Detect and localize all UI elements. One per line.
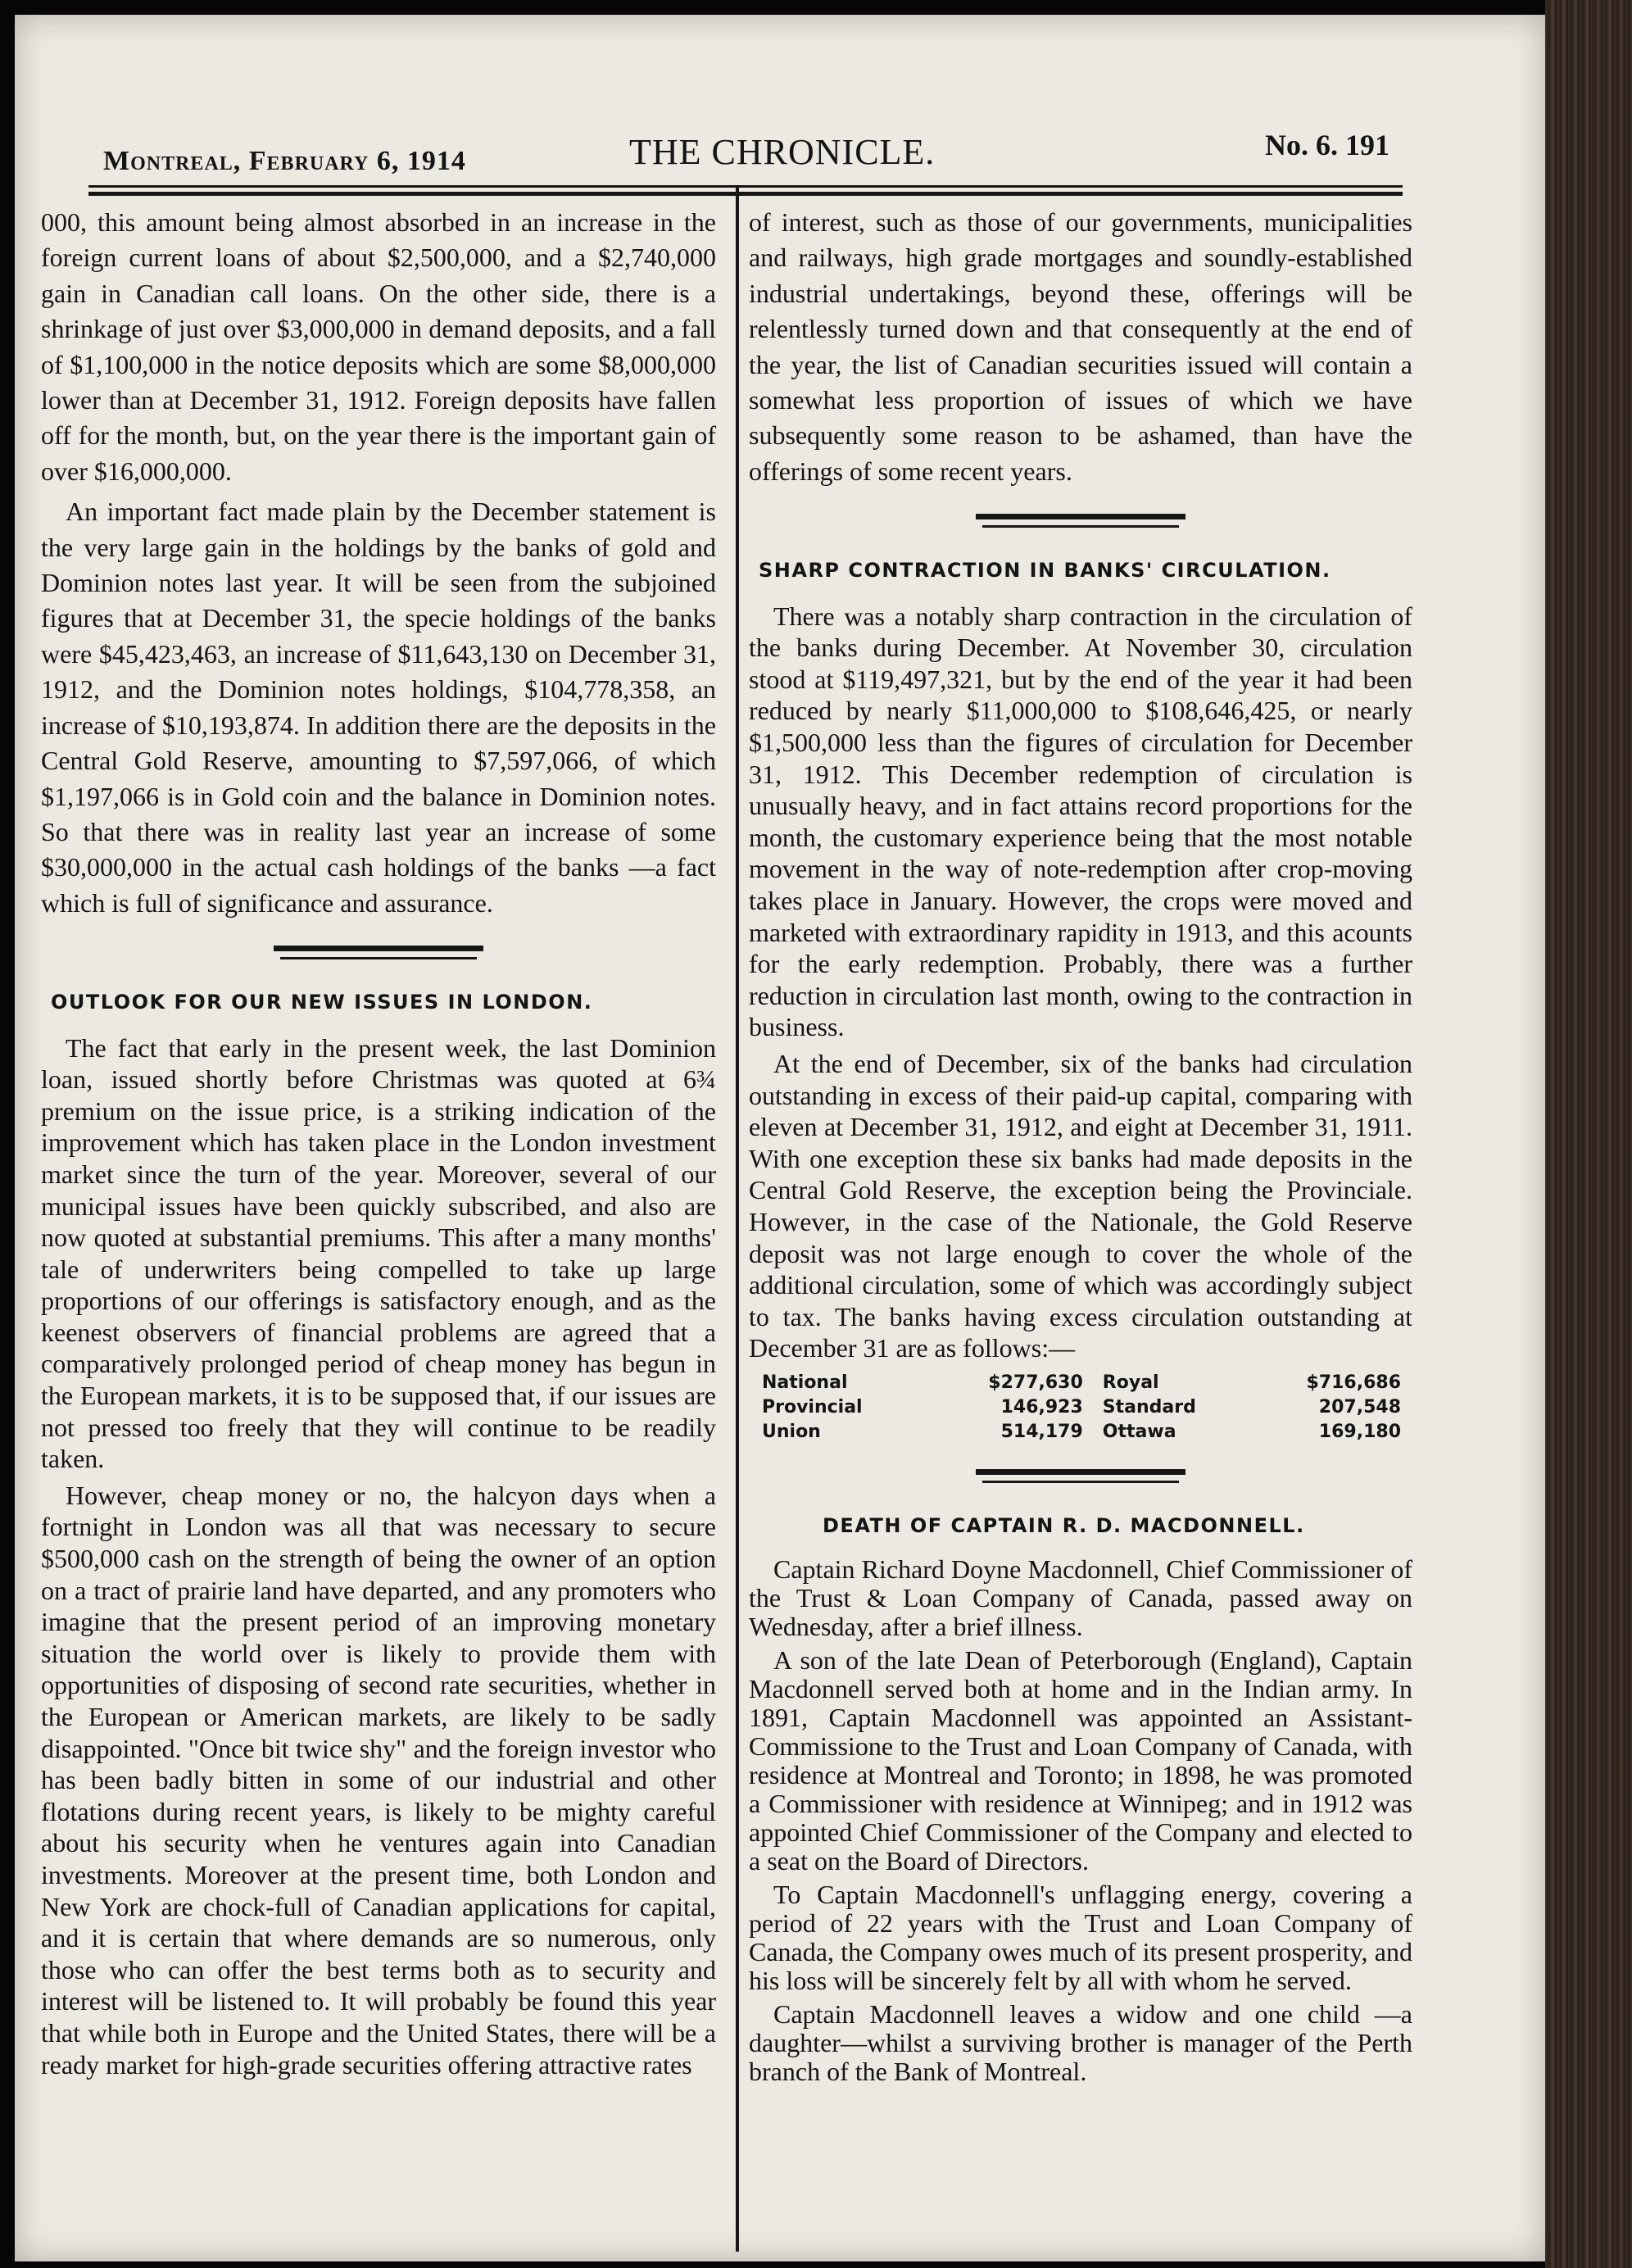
header-date: Montreal, February 6, 1914 — [103, 146, 466, 176]
bank-name: Royal — [1102, 1372, 1159, 1393]
section-separator — [749, 507, 1412, 540]
bank-value: $716,686 — [1306, 1372, 1401, 1393]
bank-value: $277,630 — [988, 1372, 1083, 1393]
header-rule-thick — [88, 192, 1403, 196]
table-row — [762, 1395, 1401, 1420]
bank-name: Union — [762, 1421, 821, 1442]
bank-name: Standard — [1102, 1396, 1196, 1418]
header-issue-number: No. 6. 191 — [1265, 129, 1389, 161]
bank-value: 146,923 — [1000, 1396, 1083, 1418]
circulation-table — [762, 1371, 1401, 1445]
left-column — [41, 205, 716, 2085]
right-paragraph-5: A son of the late Dean of Peterborough (England), Captain Macdonnell served both at home and in the Indian army. In 1891, Captain Macdonnell was appointed an Assistant-Commissione to the Trust and Loan Company of Canada, with residence at Montreal and Toronto; in 1898, he was promoted a Commissioner with residence at Winnipeg; and in 1912 was appointed Chief Commissioner of the Company and elected to a seat on the Board of Directors. — [749, 1645, 1412, 1876]
bank-name: Provincial — [762, 1396, 863, 1418]
left-paragraph-4: However, cheap money or no, the halcyon days when a fortnight in London was all that was necessary to secure $500,000 cash on the strength of being the owner of an option on a tract of prairie land have departed, and any promoters who imagine that the present period of an improving monetary situation the world over is likely to provide them with opportunities of disposing of second rate securities, whether in the European or American markets, are likely to be sadly disappointed. "Once bit twice shy" and the foreign investor who has been badly bitten in some of our industrial and other flotations during recent years, is likely to be mighty careful about his security when he ventures again into Canadian investments. Moreover at the present time, both London and New York are chock-full of Canadian applications for capital, and it is certain that where demands are so numerous, only those who can offer the best terms both as to security and interest will be listened to. It will probably be found this year that while both in Europe and the United States, there will be a ready market for high-grade securities offering attractive rates — [41, 1480, 716, 2080]
bank-value: 207,548 — [1318, 1396, 1401, 1418]
section-title-death: DEATH OF CAPTAIN R. D. MACDONNELL. — [823, 1513, 1305, 1537]
right-article-obituary — [749, 1555, 1412, 2086]
right-paragraph-6: To Captain Macdonnell's unflagging energy, covering a period of 22 years with the Trust and Loan Company of Canada, the Company owes much of its present prosperity, and his loss will be sincerely felt by all with whom he served. — [749, 1880, 1412, 1996]
left-paragraph-1: 000, this amount being almost absorbed in an increase in the foreign current loans of about $2,500,000, and a $2,740,000 gain in Canadian call loans. On the other side, there is a shrinkage of just over $3,000,000 in demand deposits, and a fall of $1,100,000 in the notice deposits which are some $8,000,000 lower than at December 31, 1912. Foreign deposits have fallen off for the month, but, on the year there is the important gain of over $16,000,000. — [41, 207, 716, 486]
header-title: THE CHRONICLE. — [629, 132, 936, 172]
left-paragraph-3: The fact that early in the present week, the last Dominion loan, issued shortly before Christmas was quoted at 6¾ premium on the issue price, is a striking indication of the improvement which has taken place in the London investment market since the turn of the year. Moreover, several of our municipal issues have been quickly subscribed, and also are now quoted at substantial premiums. This after a many months' tale of underwriters being compelled to take up large proportions of our offerings is satisfactory enough, and as the keenest observers of financial problems are agreed that a comparatively prolonged period of cheap money has begun in the European markets, it is to be supposed that, if our issues are not pressed too freely that they will continue to be readily taken. — [41, 1032, 716, 1474]
bank-name: Ottawa — [1102, 1421, 1176, 1442]
table-row — [762, 1420, 1401, 1445]
section-separator — [41, 939, 716, 972]
section-separator — [749, 1463, 1412, 1495]
left-article-body — [41, 1032, 716, 2081]
section-title-circulation: SHARP CONTRACTION IN BANKS' CIRCULATION. — [759, 559, 1331, 583]
bank-value: 169,180 — [1318, 1421, 1401, 1442]
table-row — [762, 1371, 1401, 1395]
bank-name: National — [762, 1372, 848, 1393]
right-paragraph-4: Captain Richard Doyne Macdonnell, Chief Commissioner of the Trust & Loan Company of Canada, passed away on Wednesday, after a brief illness. — [749, 1554, 1412, 1642]
right-paragraph-1: of interest, such as those of our governments, municipalities and railways, high grade mortgages and soundly-established industrial undertakings, beyond these, offerings will be relentlessly turned down and that consequently at the end of the year, the list of Canadian securities issued will contain a somewhat less proportion of issues of which we have subsequently some reason to be ashamed, than have the offerings of some recent years. — [749, 207, 1412, 486]
section-title-outlook: OUTLOOK FOR OUR NEW ISSUES IN LONDON. — [51, 991, 593, 1014]
right-column — [749, 205, 1412, 2091]
book-spine-edge — [1545, 0, 1632, 2268]
column-divider — [736, 187, 739, 2252]
header-rule-thin — [88, 185, 1403, 188]
page-header — [103, 123, 1414, 180]
right-paragraph-7: Captain Macdonnell leaves a widow and one child —a daughter—whilst a surviving brother is manager of the Perth branch of the Bank of Montreal. — [749, 1999, 1412, 2087]
right-paragraph-3: At the end of December, six of the banks had circulation outstanding in excess of their paid-up capital, comparing with eleven at December 31, 1912, and eight at December 31, 1911. With one exception these six banks had made deposits in the Central Gold Reserve, the exception being the Provinciale. However, in the case of the Nationale, the Gold Reserve deposit was not large enough to cover the whole of the additional circulation, some of which was accordingly subject to tax. The banks having excess circulation outstanding at December 31 are as follows:— — [749, 1048, 1412, 1363]
right-article-circulation — [749, 601, 1412, 1364]
bank-value: 514,179 — [1000, 1421, 1083, 1442]
left-paragraph-2: An important fact made plain by the December statement is the very large gain in the holdings by the banks of gold and Dominion notes last year. It will be seen from the subjoined figures that at December 31, the specie holdings of the banks were $45,423,463, an increase of $11,643,130 on December 31, 1912, and the Dominion notes holdings, $104,778,358, an increase of $10,193,874. In addition there are the deposits in the Central Gold Reserve, amounting to $7,597,066, of which $1,197,066 is in Gold coin and the balance in Dominion notes. So that there was in reality last year an increase of some $30,000,000 in the actual cash holdings of the banks —a fact which is full of significance and assurance. — [41, 497, 716, 918]
right-paragraph-2: There was a notably sharp contraction in the circulation of the banks during December. At November 30, circulation stood at $119,497,321, but by the end of the year it had been reduced by nearly $11,000,000 to $108,646,425, or nearly $1,500,000 less than the figures of circulation for December 31, 1912. This December redemption of circulation is unusually heavy, and in fact attains record proportions for the month, the customary experience being that the most notable movement in the way of note-redemption after crop-moving takes place in January. However, the crops were moved and marketed with extraordinary rapidity in 1913, and this acounts for the early redemption. Probably, there was a further reduction in circulation last month, owing to the contraction in business. — [749, 601, 1412, 1042]
